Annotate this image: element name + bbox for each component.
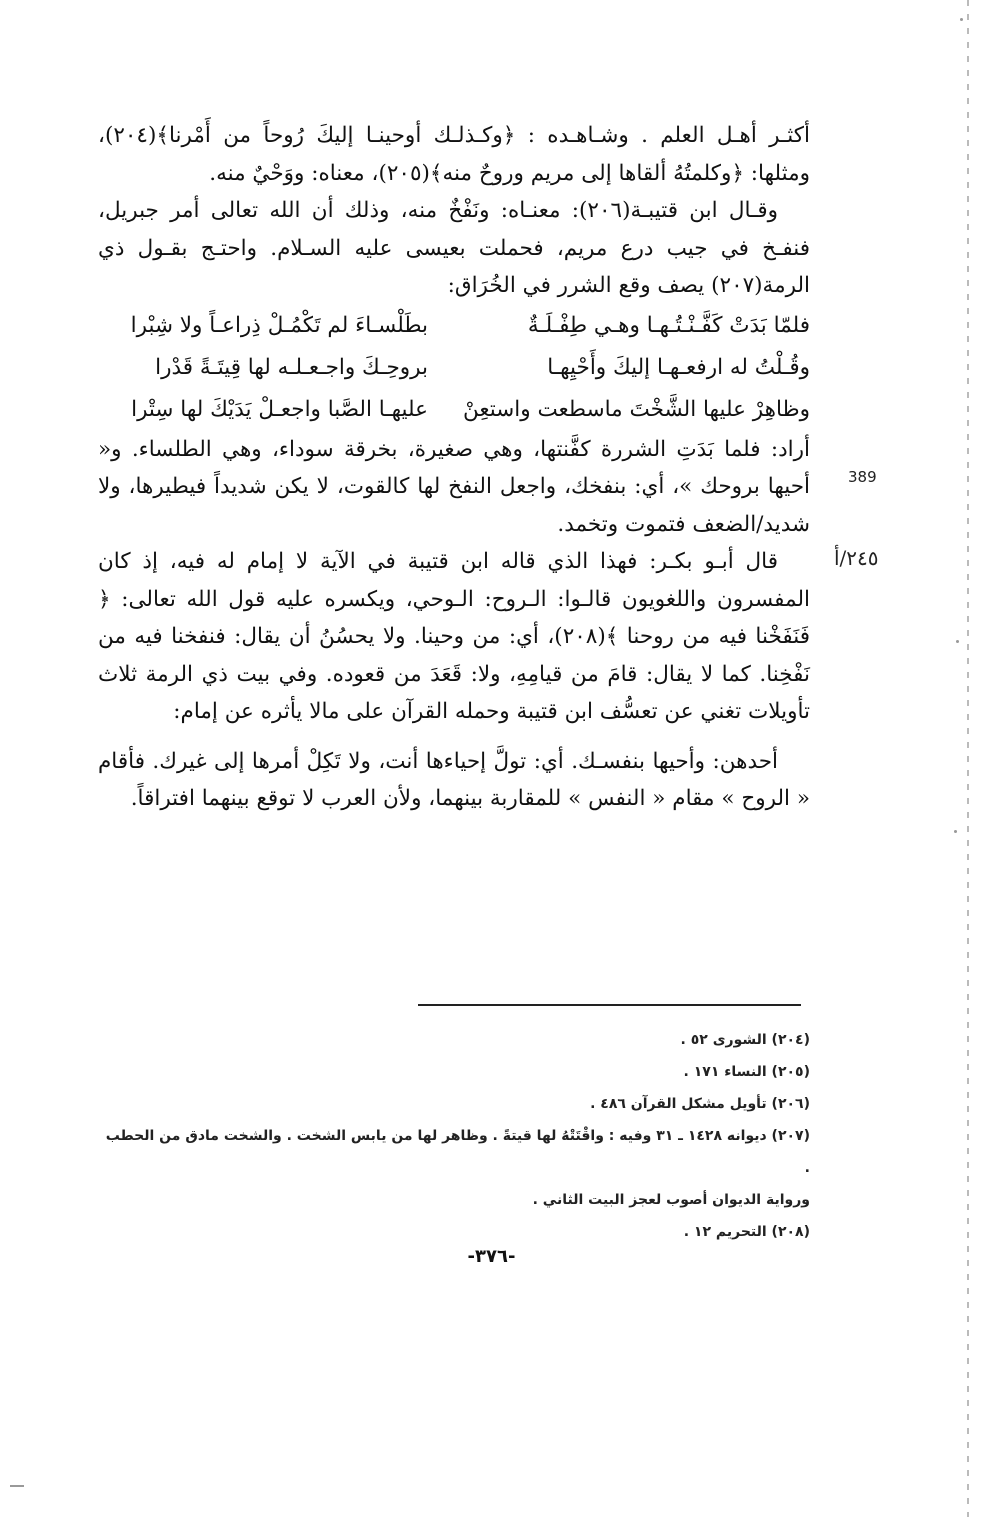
footnote-204: (٢٠٤) الشورى ٥٢ . xyxy=(680,1032,810,1048)
footnote-207: (٢٠٧) ديوانه ١٤٢٨ ـ ٣١ وفيه : واقْتَتْهُ لها قيتةً . وظاهر لها من يابس الشخت . والشخت مادق من الحطب . xyxy=(105,1128,810,1176)
verse-2 xyxy=(98,347,810,389)
paragraph-4: قال أبـو بكـر: فهذا الذي قاله ابن قتيبة في الآية لا إمام له فيه، إذ كان المفسرون واللغويون قالـوا: الـروح: الـوحي، ويكسره عليه قول الله تعالى: ﴿ فَنَفَخْنا فيه من روحنا ﴾(٢٠٨)، أي: من وحينا. ولا يحسُنُ أن يقال: فنفخنا فيه من نَفْخِنا. كما لا يقال: قامَ من قيامِهِ، ولا: قَعَدَ من قعوده. وفي بيت ذي الرمة ثلاث تأويلات تغني عن تعسُّف ابن قتيبة وحمله القرآن على مالا يأثره عن إمام: xyxy=(98,549,810,724)
verse-3 xyxy=(98,389,810,431)
paragraph-1: أكثـر أهـل العلم . وشـاهـده : ﴿وكـذلـك أوحينـا إليكَ رُوحاً من أَمْرنا﴾(٢٠٤)، ومثلها: ﴿وكلمتُهُ ألقاها إلى مريم وروحٌ منه﴾(٢٠٥)، معناه: ووَحْيٌ منه. xyxy=(98,123,810,186)
verse-1 xyxy=(98,305,810,347)
footnote-208: (٢٠٨) التحريم ١٢ . xyxy=(683,1224,810,1240)
scan-corner-mark xyxy=(10,1485,24,1487)
paragraph-2: وقـال ابن قتيبـة(٢٠٦): معنـاه: ونَفْخٌ منه، وذلك أن الله تعالى أمر جبريل، فنفـخ في جيب درع مريم، فحملت بعيسى عليه السـلام. واحتـج بقـول ذي الرمة(٢٠٧) يصف وقع الشرر في الخُرَاق: xyxy=(98,198,810,298)
footnote-206: (٢٠٦) تأويل مشكل القرآن ٤٨٦ . xyxy=(590,1096,810,1112)
verse-1-second-hemistich: بطَلْسـاءَ لم تَكْمُـلْ ذِراعـاً ولا شِبْرا xyxy=(130,312,428,338)
main-text xyxy=(98,117,810,818)
footnote-separator xyxy=(418,1004,801,1006)
verse-3-first-hemistich: وظاهِرْ عليها الشَّخْتَ ماسطعت واستعِنْ xyxy=(463,396,810,422)
paragraph-3: أراد: فلما بَدَتِ الشررة كفَّنتها، وهي صغيرة، بخرقة سوداء، وهي الطلساء. و« أحيها بروحك »، أي: بنفخك، واجعل النفخ لها كالقوت، لا يكن شديداً فيطيرها، ولا شديد/الضعف فتموت وتخمد. xyxy=(98,436,810,537)
paragraph-5: أحدهن: وأحيها بنفسـك. أي: تولَّ إحياءها أنت، ولا تَكِلْ أمرها إلى غيرك. فأقام « الروح » مقام « النفس » للمقاربة بينهما، ولأن العرب لا توقع بينهما افتراقاً. xyxy=(98,748,810,811)
verse-2-first-hemistich: وقُـلْتُ له ارفعـهـا إليكَ وأَحْيِهـا xyxy=(547,354,810,380)
footnotes xyxy=(98,1024,810,1248)
poem-verses xyxy=(98,305,810,431)
verse-3-second-hemistich: عليهـا الصَّبا واجعـلْ يَدَيْكَ لها سِتْرا xyxy=(131,396,428,422)
footnote-207-continuation: ورواية الديوان أصوب لعجز البيت الثاني . xyxy=(532,1192,810,1208)
verse-2-second-hemistich: بروحِـكَ واجـعـلـه لها قِيتَـةً قَدْرا xyxy=(155,354,428,380)
folio-number: 389 xyxy=(848,468,877,486)
manuscript-reference: ٢٤٥/أ xyxy=(834,546,879,570)
scan-edge-artifact xyxy=(943,0,983,1517)
footnote-205: (٢٠٥) النساء ١٧١ . xyxy=(683,1064,810,1080)
verse-1-first-hemistich: فلمّا بَدَتْ كَفَّـنْـتُـهـا وهـي طِفْـلَـةٌ xyxy=(527,312,810,338)
page-number: -٣٧٦- xyxy=(467,1246,516,1267)
